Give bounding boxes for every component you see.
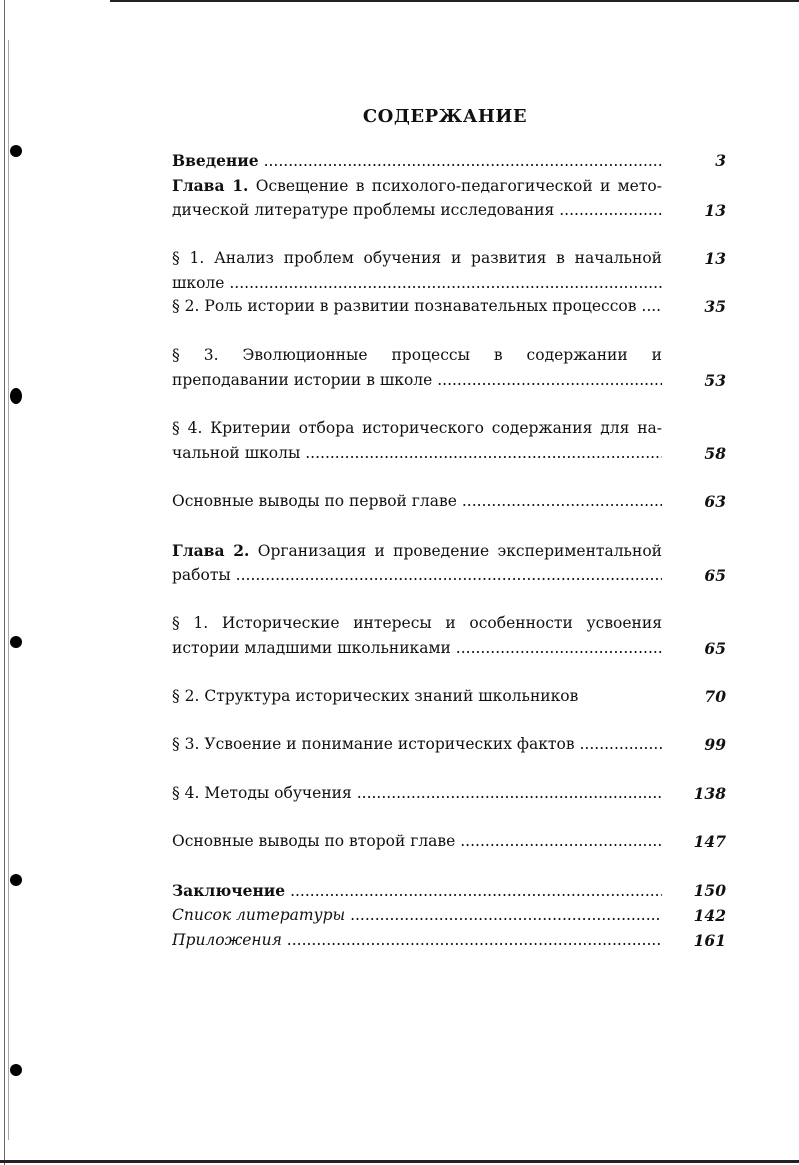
- toc-entry-text: § 3. Усвоение и понимание исторических фактов: [172, 735, 575, 753]
- dot-leader: [575, 735, 662, 753]
- toc-entry: [172, 903, 726, 928]
- toc-entry-text: Организация и проведение экспериментальной: [249, 542, 662, 560]
- scan-top-edge: [110, 0, 799, 2]
- binding-hole-mark: [10, 145, 22, 157]
- binding-hole-mark: [10, 874, 22, 886]
- toc-entry-lead: Заключение: [172, 881, 286, 900]
- toc-page-number: 65: [704, 639, 726, 658]
- toc-page-number: 65: [704, 566, 726, 585]
- dot-leader: [259, 152, 662, 170]
- dot-leader: [285, 882, 662, 900]
- toc-entry: [172, 684, 726, 709]
- toc-entry: [172, 538, 726, 588]
- toc-entry-text: работы: [172, 566, 231, 584]
- dot-leader: [457, 492, 662, 510]
- dot-leader: [345, 906, 662, 924]
- dot-leader: [231, 566, 662, 584]
- scan-left-edge: [4, 0, 5, 1165]
- toc-page-number: 13: [704, 249, 726, 268]
- toc-page-number: 142: [693, 906, 726, 925]
- dot-leader: [554, 201, 662, 219]
- toc-page-number: 70: [704, 687, 726, 706]
- toc-entry-text: § 4. Критерии отбора исторического содержания для на-: [172, 419, 662, 437]
- toc-entry: [172, 489, 726, 514]
- toc-entry-text: Список литературы: [172, 906, 346, 924]
- toc-page-number: 147: [693, 832, 726, 851]
- binding-hole-mark: [10, 636, 22, 648]
- toc-entry-lead: Глава 1.: [172, 176, 249, 195]
- toc-entry-text: истории младшими школьниками: [172, 639, 451, 657]
- toc-entry: [172, 173, 726, 223]
- toc-entry-text: § 4. Методы обучения: [172, 784, 352, 802]
- binding-hole-mark: [10, 388, 22, 404]
- dot-leader: [282, 931, 662, 949]
- toc-entry-text: § 1. Анализ проблем обучения и развития в начальной: [172, 249, 662, 267]
- toc-entry: [172, 829, 726, 854]
- toc-entry-text: школе: [172, 274, 225, 292]
- toc-page-number: 58: [704, 444, 726, 463]
- toc-page-number: 35: [704, 297, 726, 316]
- toc-entry-text: дической литературе проблемы исследования: [172, 201, 555, 219]
- dot-leader: [455, 832, 662, 850]
- toc-page-number: 150: [693, 881, 726, 900]
- toc-entry-text: § 3. Эволюционные процессы в содержании и: [172, 346, 662, 364]
- toc-entry-text: Основные выводы по второй главе: [172, 832, 456, 850]
- toc-entry-text: Приложения: [172, 931, 282, 949]
- toc-entry-text: § 1. Исторические интересы и особенности усвоения: [172, 614, 662, 632]
- toc-entry-text: § 2. Роль истории в развитии познавательных процессов: [172, 297, 637, 315]
- toc-page-number: 161: [693, 931, 726, 950]
- toc-entry-text: преподавании истории в школе: [172, 371, 433, 389]
- dot-leader: [432, 371, 662, 389]
- toc-page-number: 63: [704, 492, 726, 511]
- dot-leader: [636, 297, 662, 315]
- toc-entry-lead: Глава 2.: [172, 541, 250, 560]
- toc-entry: [172, 343, 726, 393]
- toc-entry: [172, 928, 726, 953]
- page-title: СОДЕРЖАНИЕ: [362, 106, 528, 127]
- toc-entry: [172, 148, 726, 174]
- toc-page-number: 138: [693, 784, 726, 803]
- toc-entry: [172, 732, 726, 757]
- toc-entry-text: Освещение в психолого-педагогической и мето-: [248, 177, 662, 195]
- dot-leader: [300, 444, 662, 462]
- toc-page-number: 13: [704, 201, 726, 220]
- dot-leader: [352, 784, 662, 802]
- binding-hole-mark: [10, 1064, 22, 1076]
- toc-entry: [172, 294, 726, 319]
- toc-entry: [172, 781, 726, 806]
- toc-entry-lead: Введение: [172, 151, 259, 170]
- scan-bottom-edge: [0, 1160, 799, 1163]
- toc-entry: [172, 246, 726, 296]
- toc-page-number: 3: [715, 151, 726, 170]
- scan-left-edge-inner: [8, 40, 9, 1140]
- toc-entry: [172, 416, 726, 466]
- toc-page-number: 53: [704, 371, 726, 390]
- toc-entry: [172, 611, 726, 661]
- dot-leader: [451, 639, 662, 657]
- toc-entry: [172, 878, 726, 904]
- toc-entry-text: Основные выводы по первой главе: [172, 492, 457, 510]
- toc-entry-text: § 2. Структура исторических знаний школьников: [172, 687, 579, 705]
- dot-leader: [224, 274, 662, 292]
- toc-page-number: 99: [704, 735, 726, 754]
- toc-entry-text: чальной школы: [172, 444, 301, 462]
